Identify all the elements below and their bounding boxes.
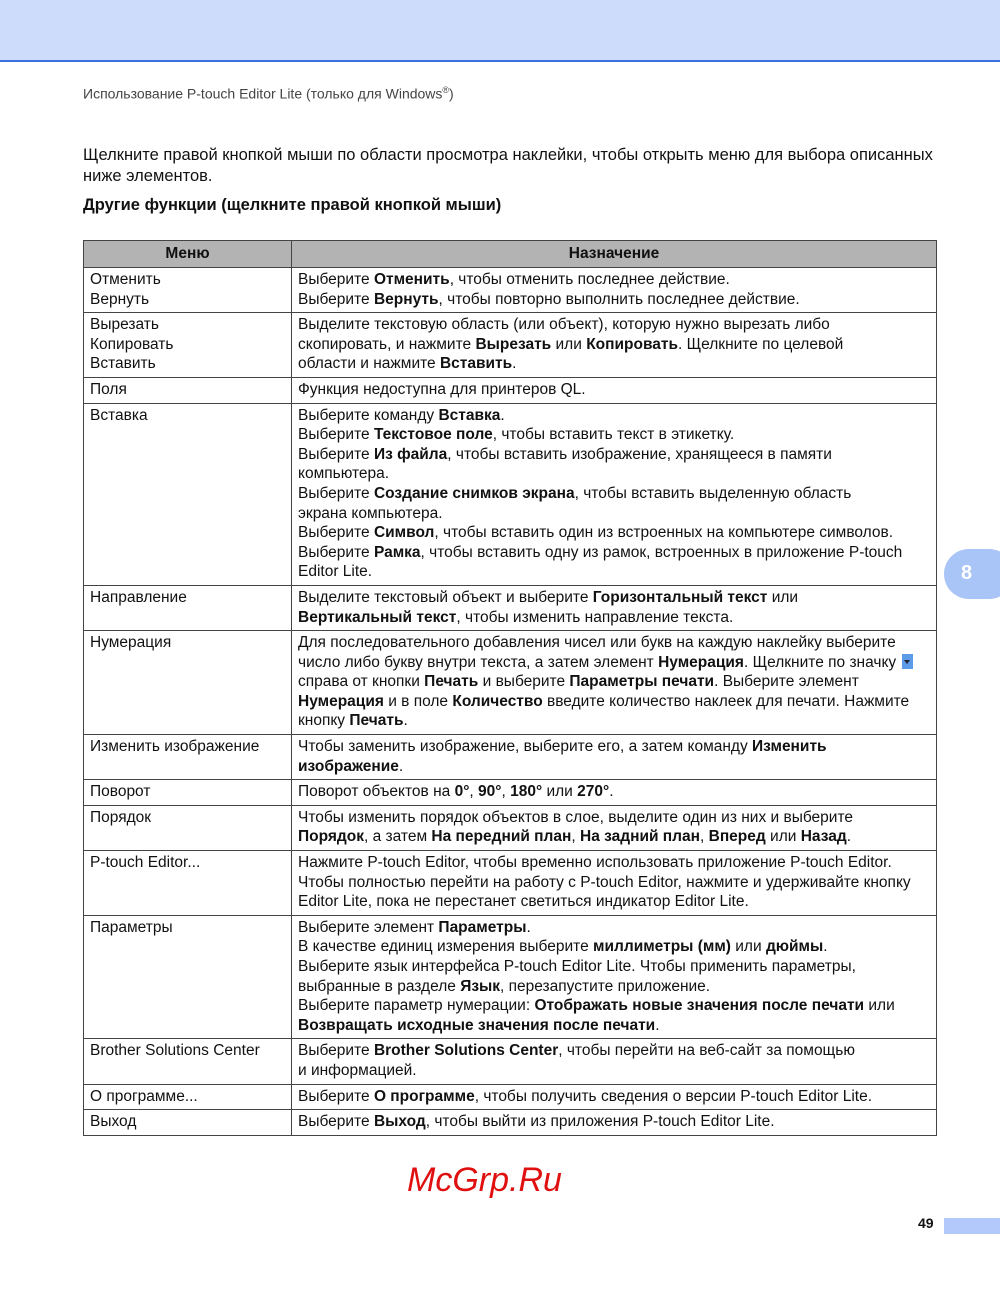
description-line	[298, 892, 930, 912]
description-line	[298, 608, 930, 628]
description-cell	[292, 1084, 937, 1110]
text-segment: Выберите	[298, 524, 374, 542]
bold-term: Горизонтальный текст	[592, 588, 768, 606]
menu-item-label: Вернуть	[90, 290, 150, 308]
text-segment: .	[526, 918, 531, 936]
bold-term: Количество	[452, 692, 543, 710]
description-cell	[292, 403, 937, 585]
description-cell	[292, 735, 937, 780]
menu-cell	[84, 735, 292, 780]
description-line	[298, 354, 930, 374]
text-segment: или	[551, 335, 587, 353]
text-segment: скопировать, и нажмите	[298, 335, 476, 353]
bold-term: Параметры	[438, 918, 527, 936]
description-line	[298, 633, 930, 653]
bold-term: 270°	[577, 783, 610, 801]
text-segment: ,	[469, 783, 479, 801]
watermark: McGrp.Ru	[407, 1161, 562, 1199]
menu-item-label: Вставить	[90, 355, 156, 373]
text-segment: .	[403, 712, 408, 730]
table-row	[84, 735, 937, 780]
table-row	[84, 851, 937, 916]
text-segment: . Выберите элемент	[714, 673, 859, 691]
text-segment: .	[823, 938, 828, 956]
bold-term: Печать	[424, 673, 479, 691]
running-header-text: Использование P-touch Editor Lite (только для Windows	[83, 85, 443, 102]
bold-term: Копировать	[586, 335, 679, 353]
header-band	[0, 0, 1000, 62]
bold-term: изображение	[298, 757, 399, 775]
menu-cell	[84, 313, 292, 378]
bold-term: миллиметры (мм)	[593, 938, 731, 956]
description-line	[298, 873, 930, 893]
menu-cell	[84, 377, 292, 403]
description-cell	[292, 915, 937, 1039]
intro-paragraph: Щелкните правой кнопкой мыши по области просмотра наклейки, чтобы открыть меню для выбора описанных ниже элементов.	[83, 146, 933, 185]
table-row	[84, 268, 937, 313]
table-row	[84, 915, 937, 1039]
bold-term: Печать	[349, 712, 404, 730]
text-segment: и информацией.	[298, 1061, 417, 1079]
table-row	[84, 805, 937, 850]
text-segment: Нажмите P-touch Editor, чтобы временно использовать приложение P-touch Editor.	[298, 854, 892, 872]
text-segment: , чтобы вставить выделенную область	[574, 484, 852, 502]
text-segment: и в поле	[383, 692, 453, 710]
text-segment: компьютера.	[298, 465, 390, 483]
bold-term: Нумерация	[658, 653, 744, 671]
text-segment: Чтобы полностью перейти на работу с P-touch Editor, нажмите и удерживайте кнопку	[298, 873, 911, 891]
header-purpose: Назначение	[292, 241, 937, 268]
menu-item-label: Направление	[90, 588, 187, 606]
menu-item-label: Параметры	[90, 918, 173, 936]
menu-item-label: Brother Solutions Center	[90, 1042, 260, 1060]
text-segment: области и нажмите	[298, 355, 440, 373]
text-segment: Выберите	[298, 1113, 374, 1131]
description-line	[298, 484, 930, 504]
menu-item-label: Копировать	[90, 335, 174, 353]
text-segment: .	[500, 406, 505, 424]
bold-term: Вертикальный текст	[298, 608, 457, 626]
description-line	[298, 853, 930, 873]
bold-term: Создание снимков экрана	[373, 484, 575, 502]
description-line	[298, 996, 930, 1016]
text-segment: . Щелкните по целевой	[678, 335, 844, 353]
text-segment: выбранные в разделе	[298, 977, 461, 995]
text-segment: Выберите	[298, 484, 374, 502]
table-row	[84, 585, 937, 630]
running-header-end: )	[449, 85, 454, 102]
table-row	[84, 313, 937, 378]
text-segment: , чтобы вставить текст в этикетку.	[492, 426, 735, 444]
description-line	[298, 464, 930, 484]
bold-term: Рамка	[373, 543, 421, 561]
table-row	[84, 1110, 937, 1136]
description-line	[298, 957, 930, 977]
text-segment: Чтобы заменить изображение, выберите его, а затем команду	[298, 738, 753, 756]
description-cell	[292, 1110, 937, 1136]
description-cell	[292, 313, 937, 378]
text-segment: и выберите	[478, 673, 570, 691]
description-cell	[292, 780, 937, 806]
description-line	[298, 406, 930, 426]
description-cell	[292, 268, 937, 313]
description-line	[298, 672, 930, 692]
description-cell	[292, 377, 937, 403]
description-line	[298, 653, 930, 673]
registered-mark: ®	[442, 85, 450, 95]
text-segment: В качестве единиц измерения выберите	[298, 938, 593, 956]
text-segment: Editor Lite, пока не перестанет светиться индикатор Editor Lite.	[298, 893, 749, 911]
text-segment: справа от кнопки	[298, 673, 425, 691]
description-line	[298, 445, 930, 465]
text-segment: , чтобы вставить изображение, хранящееся в памяти	[447, 445, 832, 463]
text-segment: Выберите команду	[298, 406, 439, 424]
bold-term: Параметры печати	[569, 673, 715, 691]
text-segment: .	[655, 1016, 660, 1034]
description-line	[298, 543, 930, 563]
menu-cell	[84, 805, 292, 850]
table-row	[84, 780, 937, 806]
bold-term: Brother Solutions Center	[373, 1042, 559, 1060]
text-segment: , чтобы изменить направление текста.	[456, 608, 734, 626]
description-line	[298, 937, 930, 957]
bold-term: Из файла	[373, 445, 448, 463]
description-cell	[292, 851, 937, 916]
bold-term: Вырезать	[475, 335, 552, 353]
text-segment: Выберите элемент	[298, 918, 439, 936]
text-segment: Функция недоступна для принтеров QL.	[298, 380, 586, 398]
description-line	[298, 918, 930, 938]
description-line	[298, 711, 930, 731]
menu-item-label: Отменить	[90, 271, 161, 288]
bold-term: На передний план	[431, 828, 572, 846]
text-segment: или	[730, 938, 766, 956]
bold-term: Вставить	[439, 355, 513, 373]
bold-term: Отменить	[373, 271, 450, 288]
text-segment: ,	[501, 783, 511, 801]
header-menu: Меню	[84, 241, 292, 268]
text-segment: Выберите	[298, 445, 374, 463]
menu-item-label: Выход	[90, 1113, 137, 1131]
bold-term: О программе	[373, 1087, 475, 1105]
menu-item-label: Изменить изображение	[90, 738, 260, 756]
text-segment: Выберите	[298, 1087, 374, 1105]
menu-item-label: Вырезать	[90, 316, 159, 334]
text-segment: Выберите параметр нумерации:	[298, 997, 535, 1015]
description-cell	[292, 1039, 937, 1084]
description-line	[298, 1061, 930, 1081]
text-segment: Поворот объектов на	[298, 783, 455, 801]
description-line	[298, 692, 930, 712]
bold-term: Вернуть	[373, 290, 439, 308]
bold-term: Язык	[460, 977, 501, 995]
text-segment: Выберите	[298, 543, 374, 561]
text-segment: Выберите	[298, 426, 374, 444]
page-number-bar	[944, 1218, 1000, 1234]
description-cell	[292, 631, 937, 735]
description-line	[298, 504, 930, 524]
text-segment: Выберите	[298, 1042, 374, 1060]
bold-term: Вперед	[708, 828, 766, 846]
description-cell	[292, 585, 937, 630]
bold-term: Вставка	[438, 406, 501, 424]
description-line	[298, 737, 930, 757]
menu-cell	[84, 631, 292, 735]
menu-cell	[84, 780, 292, 806]
menu-cell	[84, 1110, 292, 1136]
menu-cell	[84, 585, 292, 630]
menu-cell	[84, 1039, 292, 1084]
text-segment: экрана компьютера.	[298, 504, 443, 522]
description-line	[298, 1041, 930, 1061]
bold-term: Порядок	[298, 828, 364, 846]
description-line	[298, 782, 930, 802]
text-segment: .	[846, 828, 851, 846]
bold-term: Отображать новые значения после печати	[534, 997, 865, 1015]
text-segment: .	[398, 757, 404, 775]
text-segment: ,	[700, 828, 709, 846]
description-cell	[292, 805, 937, 850]
menu-item-label: Порядок	[90, 808, 152, 826]
table-row	[84, 403, 937, 585]
menu-item-label: Вставка	[90, 406, 148, 424]
functions-table	[83, 240, 937, 1136]
text-segment: или	[765, 828, 801, 846]
bold-term: Текстовое поле	[373, 426, 493, 444]
menu-item-label: P-touch Editor...	[90, 854, 201, 872]
menu-cell	[84, 1084, 292, 1110]
text-segment: , чтобы отменить последнее действие.	[449, 271, 730, 288]
text-segment: Выберите	[298, 271, 374, 288]
description-line	[298, 270, 930, 290]
menu-item-label: Нумерация	[90, 634, 172, 652]
bold-term: На задний план	[580, 828, 700, 846]
text-segment: , чтобы вставить одну из рамок, встроенных в приложение P-touch	[420, 543, 903, 561]
bold-term: Назад	[800, 828, 847, 846]
page-number: 49	[918, 1215, 934, 1231]
bold-term: Символ	[373, 524, 435, 542]
text-segment: число либо букву внутри текста, а затем элемент	[298, 653, 659, 671]
text-segment: , чтобы выйти из приложения P-touch Editor Lite.	[425, 1113, 775, 1131]
running-header	[83, 85, 454, 102]
text-segment: или	[767, 588, 799, 606]
text-segment: , чтобы вставить один из встроенных на компьютере символов.	[434, 524, 894, 542]
text-segment: или	[542, 783, 578, 801]
description-line	[298, 1087, 930, 1107]
text-segment: Чтобы изменить порядок объектов в слое, выделите один из них и выберите	[298, 808, 854, 826]
text-segment: .	[512, 355, 517, 373]
menu-cell	[84, 851, 292, 916]
text-segment: Выберите язык интерфейса P-touch Editor Lite. Чтобы применить параметры,	[298, 958, 856, 975]
description-line	[298, 827, 930, 847]
bold-term: 180°	[510, 783, 543, 801]
bold-term: 90°	[478, 783, 502, 801]
text-segment: или	[864, 997, 895, 1015]
text-segment: . Щелкните по значку	[743, 653, 901, 671]
text-segment: , чтобы повторно выполнить последнее действие.	[438, 290, 800, 308]
text-segment: Выберите	[298, 290, 374, 308]
text-segment: Выделите текстовый объект и выберите	[298, 588, 593, 606]
menu-cell	[84, 403, 292, 585]
description-line	[298, 1112, 930, 1132]
text-segment: , чтобы получить сведения о версии P-touch Editor Lite.	[474, 1087, 873, 1105]
text-segment: , а затем	[363, 828, 432, 846]
text-segment: Выделите текстовую область (или объект), которую нужно вырезать либо	[298, 316, 830, 334]
bold-term: дюймы	[765, 938, 824, 956]
table-header-row	[84, 241, 937, 268]
description-line	[298, 562, 930, 582]
bold-term: Возвращать исходные значения после печати	[298, 1016, 656, 1034]
description-line	[298, 523, 930, 543]
table-row	[84, 377, 937, 403]
bold-term: Изменить	[752, 738, 827, 756]
description-line	[298, 1016, 930, 1036]
menu-cell	[84, 915, 292, 1039]
text-segment: введите количество наклеек для печати. Нажмите	[542, 692, 910, 710]
text-segment: .	[609, 783, 614, 801]
chapter-number: 8	[961, 562, 973, 584]
menu-item-label: Поворот	[90, 783, 151, 801]
description-line	[298, 588, 930, 608]
text-segment: , чтобы перейти на веб-сайт за помощью	[558, 1042, 856, 1060]
description-line	[298, 380, 930, 400]
section-heading: Другие функции (щелкните правой кнопкой мыши)	[83, 196, 502, 214]
description-line	[298, 977, 930, 997]
description-line	[298, 757, 930, 777]
text-segment: Для последовательного добавления чисел или букв на каждую наклейку выберите	[298, 634, 896, 652]
description-line	[298, 315, 930, 335]
bold-term: 0°	[454, 783, 470, 801]
description-line	[298, 290, 930, 310]
description-line	[298, 425, 930, 445]
text-segment: кнопку	[298, 712, 350, 730]
table-row	[84, 1039, 937, 1084]
chapter-tab[interactable]	[944, 549, 1000, 599]
text-segment: ,	[571, 828, 580, 846]
description-line	[298, 808, 930, 828]
menu-cell	[84, 268, 292, 313]
text-segment: , перезапустите приложение.	[500, 977, 711, 995]
bold-term: Выход	[373, 1113, 426, 1131]
dropdown-arrow-icon	[902, 654, 913, 669]
description-line	[298, 335, 930, 355]
text-segment: Editor Lite.	[298, 563, 373, 581]
bold-term: Нумерация	[298, 692, 384, 710]
menu-item-label: О программе...	[90, 1087, 198, 1105]
table-row	[84, 631, 937, 735]
menu-item-label: Поля	[90, 380, 127, 398]
table-row	[84, 1084, 937, 1110]
